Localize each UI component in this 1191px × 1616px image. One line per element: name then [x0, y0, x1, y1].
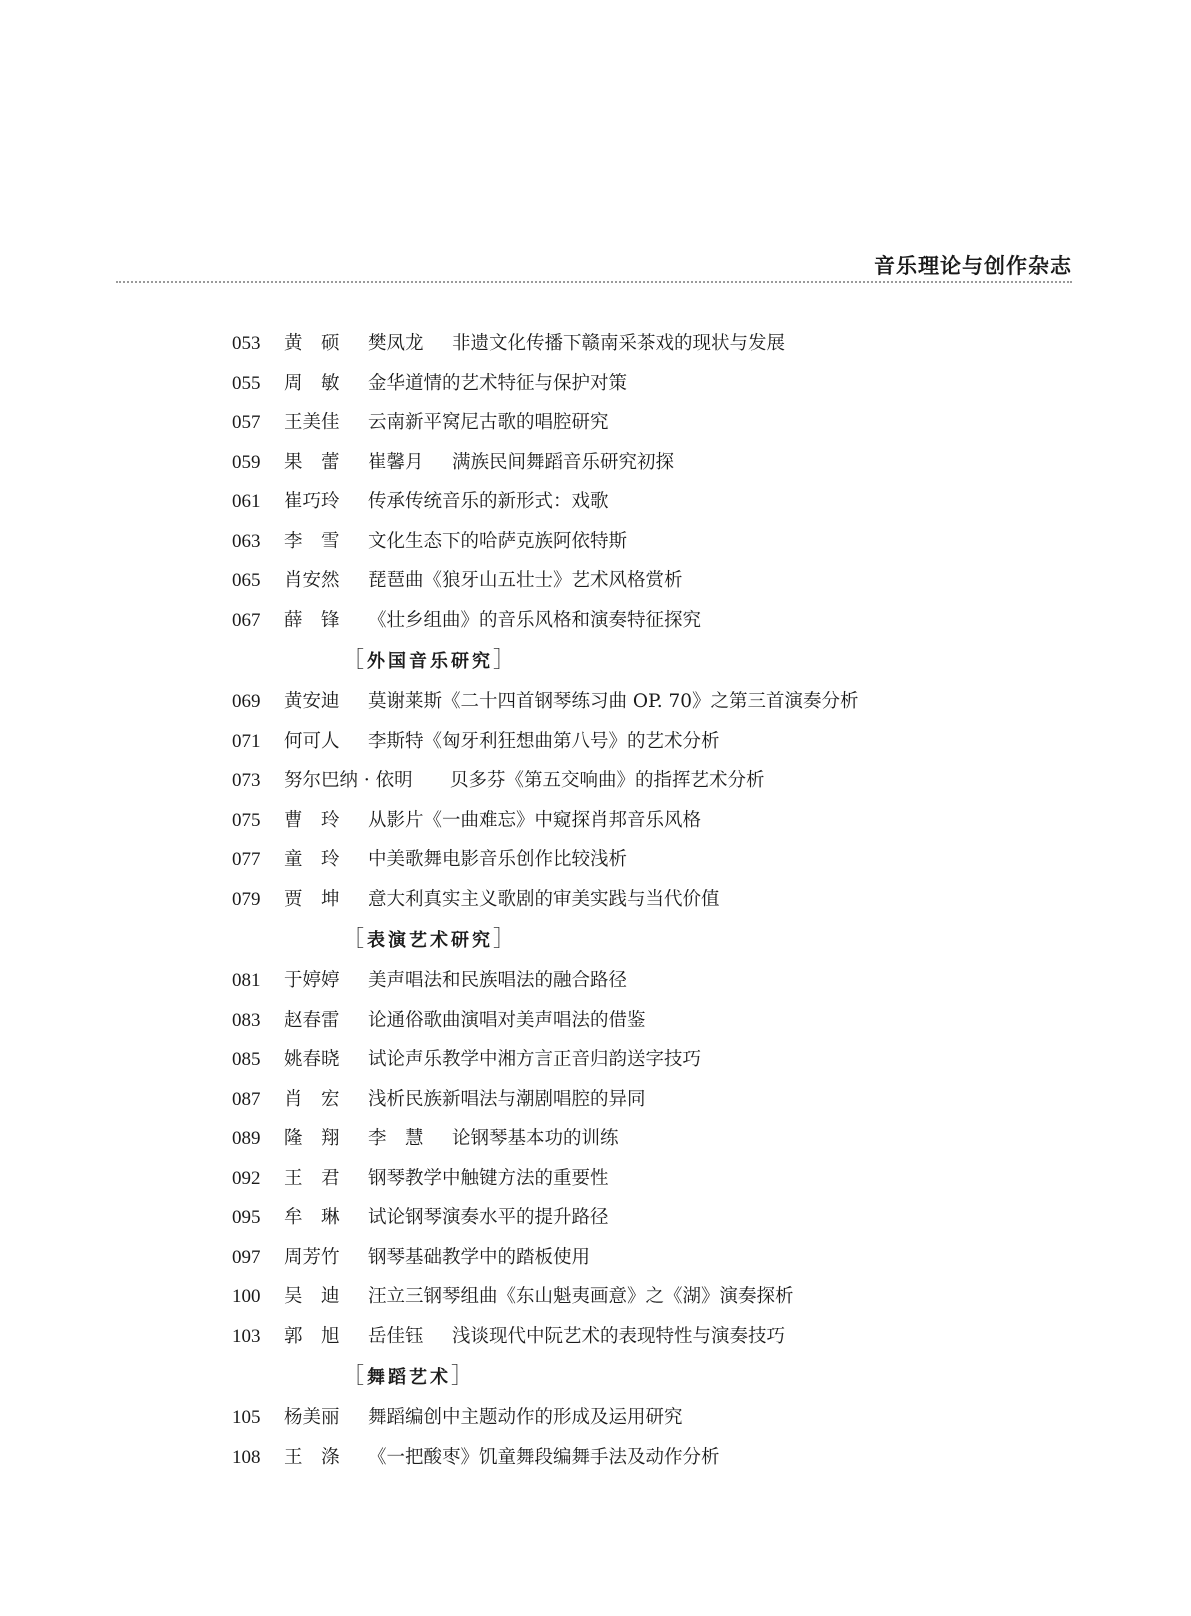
toc-entry	[232, 324, 1052, 364]
article-title: 《一把酸枣》饥童舞段编舞手法及动作分析	[368, 1446, 720, 1468]
page-number: 075	[232, 809, 261, 831]
page-number: 087	[232, 1088, 261, 1110]
toc-entry	[232, 364, 1052, 404]
toc-entry	[232, 482, 1052, 522]
article-title: 中美歌舞电影音乐创作比较浅析	[368, 849, 628, 870]
toc-entry	[232, 1001, 1052, 1041]
author: 果 蕾	[284, 451, 340, 473]
toc-entry	[232, 1238, 1052, 1278]
bracket-right: ］	[451, 1364, 477, 1389]
bracket-left: ［	[342, 1364, 368, 1389]
toc-entry	[232, 801, 1052, 841]
article-title: 云南新平窝尼古歌的唱腔研究	[368, 412, 609, 433]
page-number: 077	[232, 849, 261, 870]
author: 肖安然	[284, 570, 340, 591]
page-number: 108	[232, 1446, 261, 1468]
section-title: 舞蹈艺术	[367, 1367, 452, 1388]
page-number: 085	[232, 1049, 261, 1070]
coauthor: 崔馨月	[368, 451, 424, 473]
section-title: 外国音乐研究	[367, 651, 494, 672]
page-number: 103	[232, 1325, 261, 1347]
author: 姚春晓	[284, 1049, 340, 1070]
author: 曹 玲	[284, 809, 340, 831]
page-number: 055	[232, 372, 261, 394]
page-number: 057	[232, 412, 261, 433]
article-title: 试论声乐教学中湘方言正音归韵送字技巧	[368, 1049, 702, 1070]
page-number: 065	[232, 570, 261, 591]
article-title: 李斯特《匈牙利狂想曲第八号》的艺术分析	[368, 730, 720, 752]
article-title: 论通俗歌曲演唱对美声唱法的借鉴	[368, 1009, 646, 1031]
article-title: 非遗文化传播下赣南采茶戏的现状与发展	[452, 333, 786, 354]
article-title: 从影片《一曲难忘》中窥探肖邦音乐风格	[368, 809, 702, 831]
article-title: 论钢琴基本功的训练	[452, 1128, 619, 1149]
author: 何可人	[284, 730, 340, 752]
article-title: 钢琴教学中触键方法的重要性	[368, 1167, 609, 1189]
table-of-contents	[232, 324, 1052, 1477]
author: 牟 琳	[284, 1207, 340, 1228]
author: 黄安迪	[284, 691, 340, 712]
coauthor: 岳佳钰	[368, 1325, 424, 1347]
author: 肖 宏	[284, 1088, 340, 1110]
author: 李 雪	[284, 530, 340, 552]
toc-entry	[232, 403, 1052, 443]
toc-entry	[232, 1438, 1052, 1478]
author: 贾 坤	[284, 888, 340, 910]
article-title: 《壮乡组曲》的音乐风格和演奏特征探究	[368, 609, 702, 631]
author: 童 玲	[284, 849, 340, 870]
author: 王 涤	[284, 1446, 340, 1468]
article-title: 试论钢琴演奏水平的提升路径	[368, 1207, 609, 1228]
page-number: 069	[232, 691, 261, 712]
article-title: 浅谈现代中阮艺术的表现特性与演奏技巧	[452, 1325, 786, 1347]
toc-entry	[232, 561, 1052, 601]
page-number: 081	[232, 970, 261, 991]
article-title: 钢琴基础教学中的踏板使用	[368, 1246, 591, 1268]
toc-entry	[232, 1317, 1052, 1357]
author: 赵春雷	[284, 1009, 340, 1031]
article-title: 琵琶曲《狼牙山五壮士》艺术风格赏析	[368, 570, 683, 591]
author: 隆 翔	[284, 1128, 340, 1149]
toc-entry	[232, 522, 1052, 562]
article-title: 舞蹈编创中主题动作的形成及运用研究	[368, 1407, 683, 1428]
toc-entry	[232, 1159, 1052, 1199]
article-title: 美声唱法和民族唱法的融合路径	[368, 970, 628, 991]
page-number: 067	[232, 609, 261, 631]
page-number: 097	[232, 1246, 261, 1268]
article-title: 贝多芬《第五交响曲》的指挥艺术分析	[450, 770, 765, 791]
page-number: 071	[232, 730, 261, 752]
article-title: 金华道情的艺术特征与保护对策	[368, 372, 628, 394]
author: 周芳竹	[284, 1246, 340, 1268]
author: 黄 硕	[284, 333, 340, 354]
author: 王美佳	[284, 412, 340, 433]
author: 吴 迪	[284, 1286, 340, 1307]
author: 周 敏	[284, 372, 340, 394]
section-heading	[232, 1356, 1052, 1398]
page-number: 079	[232, 888, 261, 910]
author: 王 君	[284, 1167, 340, 1189]
coauthor: 李 慧	[368, 1128, 424, 1149]
toc-entry	[232, 601, 1052, 641]
bracket-right: ］	[493, 927, 519, 952]
bracket-left: ［	[342, 927, 368, 952]
article-title: 传承传统音乐的新形式：戏歌	[368, 491, 609, 512]
author: 郭 旭	[284, 1325, 340, 1347]
article-title: 汪立三钢琴组曲《东山魁夷画意》之《湖》演奏探析	[368, 1286, 794, 1307]
author: 于婷婷	[284, 970, 340, 991]
author: 崔巧玲	[284, 491, 340, 512]
toc-entry	[232, 722, 1052, 762]
page-number: 089	[232, 1128, 261, 1149]
page-number: 063	[232, 530, 261, 552]
toc-entry	[232, 880, 1052, 920]
page-number: 061	[232, 491, 261, 512]
article-title: 意大利真实主义歌剧的审美实践与当代价值	[368, 888, 720, 910]
page-number: 095	[232, 1207, 261, 1228]
coauthor: 樊凤龙	[368, 333, 424, 354]
toc-entry	[232, 761, 1052, 801]
section-heading	[232, 919, 1052, 961]
article-title: 满族民间舞蹈音乐研究初探	[452, 451, 675, 473]
page-number: 073	[232, 770, 261, 791]
toc-entry	[232, 1198, 1052, 1238]
toc-entry	[232, 443, 1052, 483]
author: 杨美丽	[284, 1407, 340, 1428]
toc-entry	[232, 1398, 1052, 1438]
toc-entry	[232, 840, 1052, 880]
journal-title: 音乐理论与创作杂志	[874, 254, 1072, 278]
bracket-right: ］	[493, 648, 519, 673]
header-divider	[116, 281, 1072, 283]
toc-entry	[232, 1080, 1052, 1120]
toc-entry	[232, 1040, 1052, 1080]
toc-entry	[232, 1119, 1052, 1159]
article-title: 浅析民族新唱法与潮剧唱腔的异同	[368, 1088, 646, 1110]
article-title: 文化生态下的哈萨克族阿依特斯	[368, 530, 628, 552]
author: 努尔巴纳 · 依明	[284, 770, 413, 791]
page-number: 053	[232, 333, 261, 354]
page-number: 100	[232, 1286, 261, 1307]
section-heading	[232, 640, 1052, 682]
bracket-left: ［	[342, 648, 368, 673]
page-number: 059	[232, 451, 261, 473]
toc-entry	[232, 682, 1052, 722]
section-title: 表演艺术研究	[367, 930, 494, 951]
author: 薛 锋	[284, 609, 340, 631]
toc-entry	[232, 1277, 1052, 1317]
page-number: 092	[232, 1167, 261, 1189]
page-number: 083	[232, 1009, 261, 1031]
article-title: 莫谢莱斯《二十四首钢琴练习曲 OP. 70》之第三首演奏分析	[368, 691, 859, 712]
toc-entry	[232, 961, 1052, 1001]
page-number: 105	[232, 1407, 261, 1428]
